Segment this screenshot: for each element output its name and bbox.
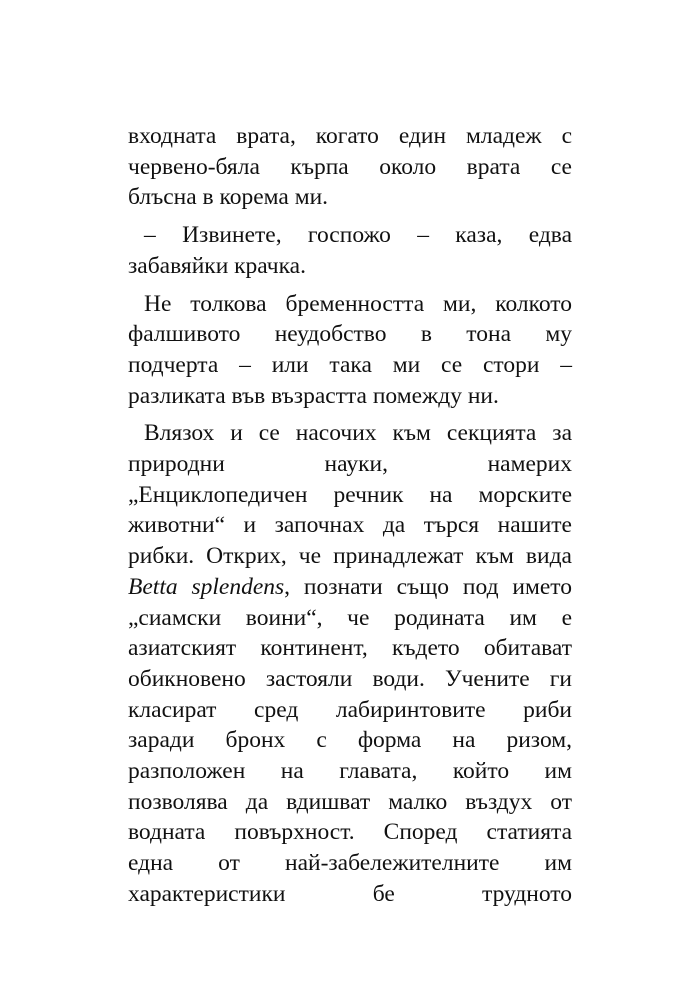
paragraph-2 [128, 220, 572, 281]
text-line: рибки. Открих, че принадлежат към вида [128, 543, 572, 570]
text-line: животни“ и започнах да търся нашите [128, 512, 572, 539]
text-line: азиатският континент, където обитават [128, 635, 572, 662]
text-line: Влязох и се насочих към секцията за [144, 420, 572, 447]
text-line: водната повърхност. Според статията [128, 819, 572, 846]
text-line: Не толкова бременността ми, колкото [144, 290, 572, 317]
text-line: разположен на главата, който им [128, 758, 572, 785]
paragraph-4 [128, 418, 572, 909]
text-line: подчерта – или така ми се стори – [128, 351, 572, 378]
text-line: разликата във възрастта помежду ни. [128, 382, 499, 409]
text-line: природни науки, намерих [128, 451, 572, 478]
text-line: характеристики бе трудното [128, 880, 572, 907]
text-line: входната врата, когато един младеж с [128, 123, 572, 149]
text-line: фалшивото неудобство в тона му [128, 321, 572, 348]
page-text [128, 121, 572, 917]
text-line: – Извинете, госпожо – каза, едва [144, 222, 572, 249]
text-line: забавяйки крачка. [128, 252, 306, 279]
text-line-italic: Betta splendens, познати също под името [128, 573, 572, 600]
text-line: заради бронх с форма на ризом, [128, 727, 572, 754]
text-line: позволява да вдишват малко въздух от [128, 788, 572, 815]
text-line: класират сред лабиринтовите риби [128, 696, 572, 723]
paragraph-1 [128, 121, 572, 213]
species-name-italic: Betta splendens [128, 573, 285, 600]
text-line: обикновено застояли води. Учените ги [128, 665, 572, 692]
text-line: „Енциклопедичен речник на морските [128, 481, 572, 508]
paragraph-3 [128, 289, 572, 412]
text-line: една от най-забележителните им [128, 850, 572, 877]
text-line: блъсна в корема ми. [128, 184, 329, 211]
text-line: „сиамски воини“, че родината им е [128, 604, 572, 631]
text-line: червено-бяла кърпа около врата се [128, 153, 572, 180]
